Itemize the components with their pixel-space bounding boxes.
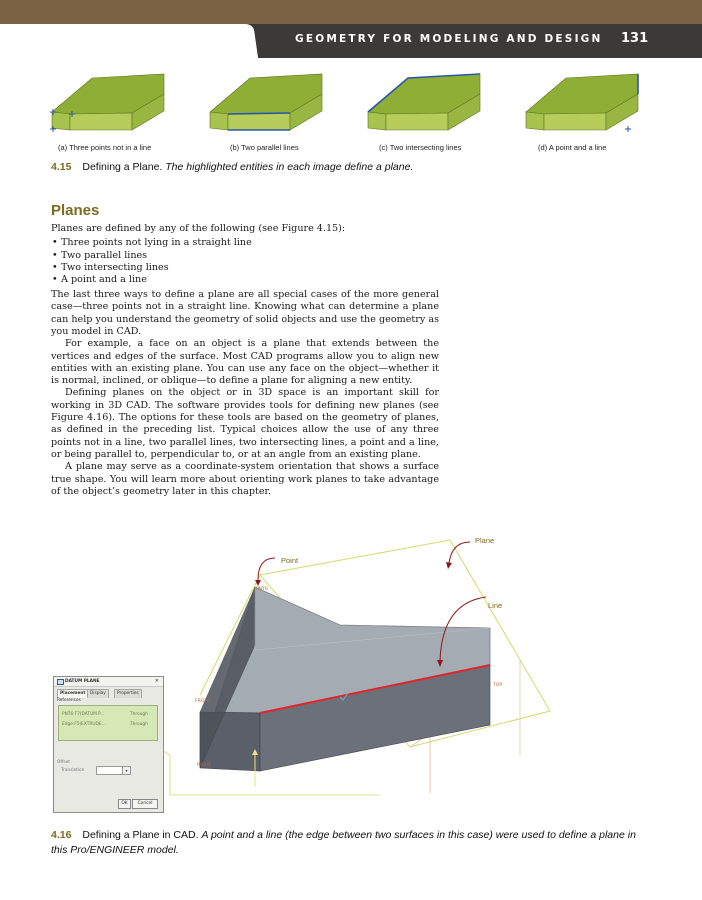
reference-row[interactable]: [62, 712, 148, 717]
translation-label: Translation: [61, 768, 85, 773]
solid-d: [526, 74, 638, 132]
close-icon[interactable]: ✕: [154, 678, 159, 684]
caption-text: A point and a line (the edge between two surfaces in this case) were used to define a plane in this Pro/ENGINEER model.: [51, 829, 636, 856]
datum-plane-dialog: [53, 676, 164, 813]
point-annotation: Point: [281, 556, 299, 565]
sublabel-c: (c) Two intersecting lines: [379, 143, 462, 152]
reference-item: Edge:F5(EXTRUDE...: [62, 722, 106, 727]
references-list[interactable]: [58, 705, 158, 741]
caption-text: The highlighted entities in each image define a plane.: [165, 161, 414, 173]
chevron-down-icon[interactable]: ▾: [122, 766, 131, 775]
caption-number: 4.16: [51, 829, 72, 841]
list-item: • Two intersecting lines: [51, 262, 439, 274]
translation-input[interactable]: [96, 766, 123, 775]
model-label-front: FRONT: [195, 699, 211, 704]
tab-properties[interactable]: Properties: [114, 689, 142, 698]
header-band: [0, 0, 702, 58]
ok-button[interactable]: OK: [118, 799, 131, 809]
tab-placement[interactable]: Placement: [57, 689, 89, 698]
cancel-button[interactable]: Cancel: [132, 799, 158, 809]
sublabel-b: (b) Two parallel lines: [230, 143, 299, 152]
running-header: [0, 0, 702, 58]
tab-display[interactable]: Display: [87, 689, 109, 698]
paragraph-3: Defining planes on the object or in 3D space is an important skill for working in 3D CAD. The software provides tools for defining new planes (see Figure 4.16). The options for these tools are based on the geometry of planes, as defined in the preceding list. Typical choices allow the use of any three points not in a line, two parallel lines, two intersecting lines, a point and a line, or being parallel to, perpendicular to, or at an angle from an existing plane.: [51, 387, 439, 460]
paragraph-4: A plane may serve as a coordinate-system orientation that shows a surface true shape. You will learn more about orienting work planes to take advantage of the object’s geometry later in this chapter.: [51, 461, 439, 497]
dialog-titlebar: [54, 677, 163, 687]
definition-list: [51, 237, 439, 286]
model-label-top: TOP: [493, 683, 503, 688]
reference-item: PNT6:F7(DATUM P...: [62, 712, 105, 717]
figure-4-15-caption: [51, 161, 413, 173]
sublabel-d: (d) A point and a line: [538, 143, 607, 152]
model-label-right: RIGHT: [197, 763, 212, 768]
line-annotation: Line: [488, 601, 503, 610]
offset-label: Offset: [57, 760, 70, 765]
paragraph-1: The last three ways to define a plane are all special cases of the more general case—three points not in a straight line. Knowing what can determine a plane can help you understand the geometry of solid objects and use the geometry as you model in CAD.: [51, 289, 439, 337]
dialog-title: DATUM PLANE: [65, 679, 100, 684]
section-heading: Planes: [51, 202, 100, 219]
section-body: [51, 223, 439, 498]
sublabel-a: (a) Three points not in a line: [58, 143, 152, 152]
caption-title: Defining a Plane in CAD.: [82, 829, 199, 841]
datum-plane-icon: [57, 679, 64, 685]
reference-constraint[interactable]: Through: [130, 722, 148, 727]
solid-b: [210, 74, 322, 130]
references-label: References: [57, 698, 81, 703]
caption-title: Defining a Plane.: [82, 161, 163, 173]
list-item: • Two parallel lines: [51, 250, 439, 262]
solid-c: [368, 74, 480, 130]
figure-4-16-caption: [51, 828, 641, 858]
reference-constraint[interactable]: Through: [130, 712, 148, 717]
caption-number: 4.15: [51, 161, 72, 173]
header-title: GEOMETRY FOR MODELING AND DESIGN: [295, 33, 603, 45]
reference-row[interactable]: [62, 722, 148, 727]
list-item: • A point and a line: [51, 274, 439, 286]
solid-a: [50, 74, 164, 132]
plane-annotation: Plane: [475, 536, 495, 545]
figure-4-15-illustrations: [42, 68, 662, 140]
list-item: • Three points not lying in a straight line: [51, 237, 439, 249]
model-label-pnt: PNT6: [256, 587, 268, 592]
page-number: 131: [621, 31, 649, 46]
intro-paragraph: Planes are defined by any of the following (see Figure 4.15):: [51, 223, 346, 234]
paragraph-2: For example, a face on an object is a plane that extends between the vertices and edges of the surface. Most CAD programs allow you to align new entities with an existing plane. You can use any face on the object—whether it is normal, inclined, or oblique—to define a plane for aligning a new entity.: [51, 338, 439, 387]
